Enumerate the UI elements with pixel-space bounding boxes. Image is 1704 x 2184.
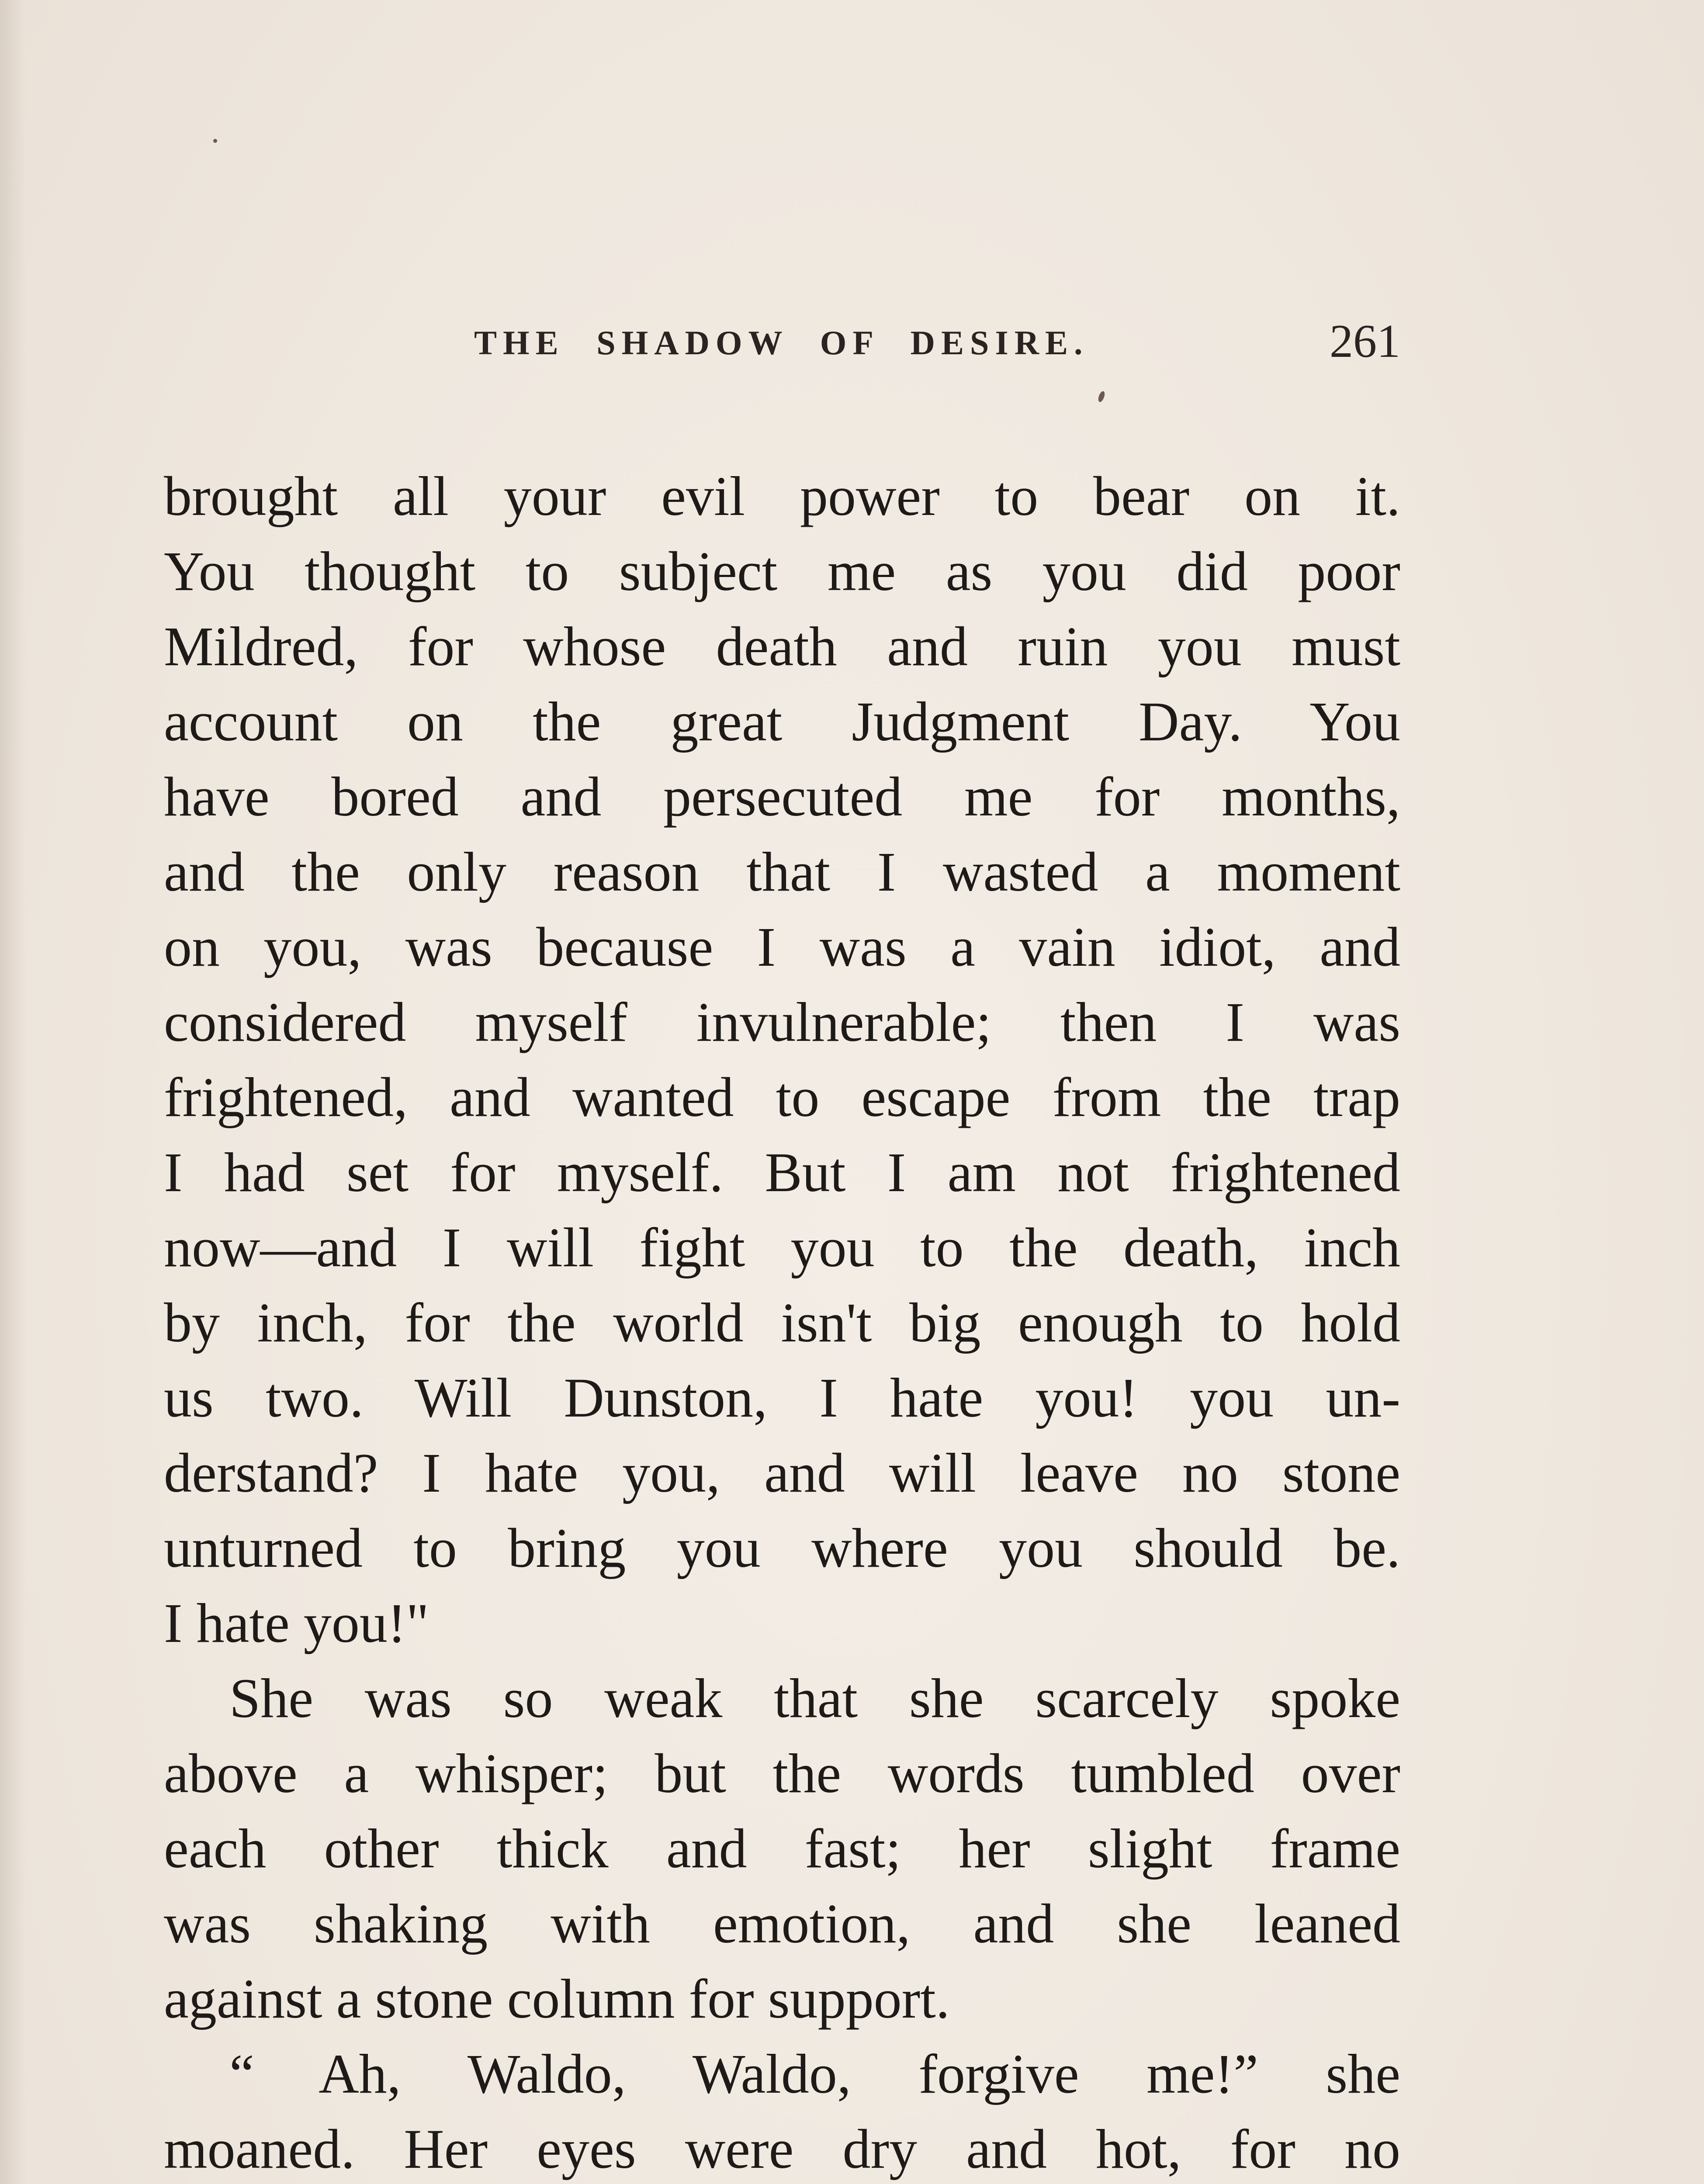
text-line: derstand? I hate you, and will leave no stone [164,1442,1400,1504]
text-line: above a whisper; but the words tumbled over [164,1742,1400,1804]
body-text [164,459,1400,2184]
text-line: against a stone column for support. [164,1968,950,2030]
text-line: each other thick and fast; her slight frame [164,1818,1400,1880]
text-line: have bored and persecuted me for months, [164,766,1400,828]
text-line: now—and I will fight you to the death, inch [164,1216,1400,1279]
text-line: was shaking with emotion, and she leaned [164,1893,1400,1955]
text-line: considered myself invulnerable; then I was [164,991,1400,1053]
running-head: THE SHADOW OF DESIRE. [474,324,1089,362]
text-line: on you, was because I was a vain idiot, and [164,916,1400,978]
paper-speck [213,139,217,143]
text-line: You thought to subject me as you did poor [164,540,1400,602]
page-header [164,314,1400,367]
text-line: unturned to bring you where you should be. [164,1517,1400,1579]
text-line: I hate you!" [164,1592,429,1654]
text-line: by inch, for the world isn't big enough to hold [164,1292,1400,1354]
text-line: “ Ah, Waldo, Waldo, forgive me!” she [229,2043,1400,2105]
page-number: 261 [1330,315,1400,367]
page-edge-shadow [0,0,26,2184]
text-line: She was so weak that she scarcely spoke [229,1667,1400,1729]
paper-speck [1097,390,1106,403]
text-line: and the only reason that I wasted a moment [164,841,1400,903]
text-line: us two. Will Dunston, I hate you! you un- [164,1367,1400,1429]
text-line: frightened, and wanted to escape from the trap [164,1066,1400,1128]
text-line: I had set for myself. But I am not frightened [164,1141,1400,1203]
text-line: moaned. Her eyes were dry and hot, for no [164,2118,1400,2180]
text-line: brought all your evil power to bear on it. [164,465,1400,527]
text-line: account on the great Judgment Day. You [164,691,1400,753]
text-line: Mildred, for whose death and ruin you must [164,615,1400,677]
